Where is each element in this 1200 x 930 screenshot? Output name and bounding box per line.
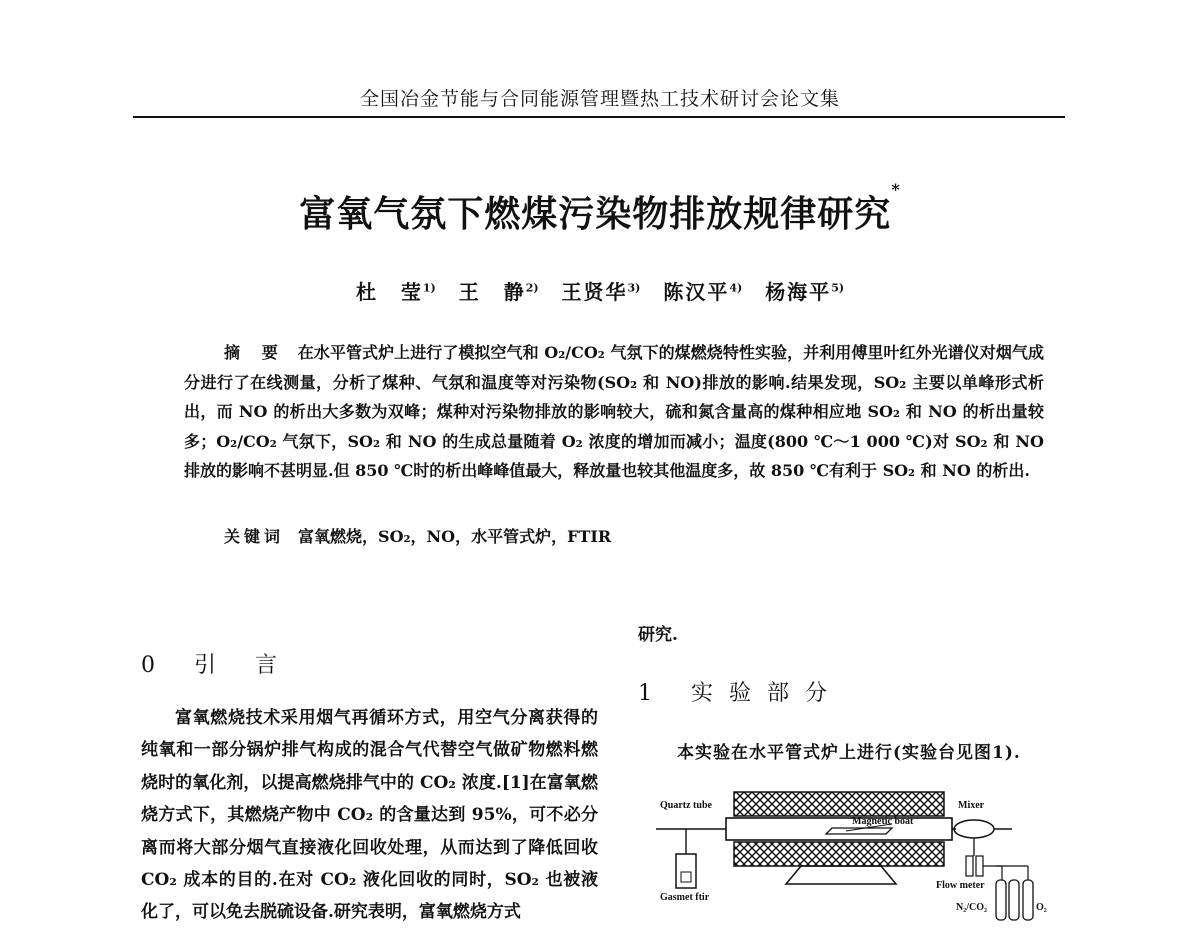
label-magnetic-boat: Magnetic boat <box>852 816 914 827</box>
label-gasmet-ftir: Gasmet ftir <box>660 892 710 903</box>
keywords <box>224 524 1044 547</box>
abstract <box>184 338 1044 486</box>
mixer <box>954 820 994 838</box>
section-heading-introduction: 0 引 言 <box>141 653 293 678</box>
running-header: 全国冶金节能与合同能源管理暨热工技术研讨会论文集 <box>359 88 840 110</box>
quartz-tube <box>726 818 952 840</box>
header-rule <box>133 116 1065 118</box>
abstract-label: 摘 要 <box>224 343 286 362</box>
gas-cylinder-o2 <box>1023 880 1033 920</box>
author-list <box>0 276 1200 305</box>
flow-meter-2 <box>976 856 983 876</box>
label-o2: O₂ <box>1036 902 1047 913</box>
title-text: 富氧气氛下燃煤污染物排放规律研究 <box>299 193 892 235</box>
paper-title <box>0 180 1200 237</box>
experiment-intro: 本实验在水平管式炉上进行(实验台见图1). <box>677 743 1021 763</box>
label-quartz-tube: Quartz tube <box>660 800 712 811</box>
title-footnote-mark: * <box>891 180 901 199</box>
gas-cylinder-n2-co2-a <box>996 880 1006 920</box>
author: 王 静$^{2)}$ <box>458 280 539 304</box>
figure-1-apparatus <box>656 784 1076 930</box>
author: 陈汉平$^{4)}$ <box>663 280 743 304</box>
keywords-label: 关键词 <box>224 527 285 546</box>
flow-meter-1 <box>966 856 973 876</box>
gasmet-ftir-box <box>676 854 696 888</box>
intro-paragraph: 富氧燃烧技术采用烟气再循环方式，用空气分离获得的纯氧和一部分锅炉排气构成的混合气代替空气做矿物燃料燃烧时的氧化剂，以提高燃烧排气中的 CO₂ 浓度.[1]在富氧燃烧方式下，其燃烧产物中 CO₂ 的含量达到 95%，可不必分离而将大部分烟气直接液化回收处理，从而达到了降低回收 CO₂ 成本的目的.在对 CO₂ 液化回收的同时，SO₂ 也被液化了，可以免去脱硫设备.研究表明，富氧燃烧方式 <box>141 708 598 923</box>
furnace-lower-heater <box>734 842 944 866</box>
author: 王贤华$^{3)}$ <box>561 280 641 304</box>
author: 杜 莹$^{1)}$ <box>355 280 436 304</box>
gas-cylinder-n2-co2-b <box>1009 880 1019 920</box>
author: 杨海平$^{5)}$ <box>765 280 845 304</box>
section-heading-experiment: 1 实验部分 <box>638 681 844 706</box>
label-flow-meter: Flow meter <box>936 880 985 891</box>
label-n2-co2: N₂/CO₂ <box>956 902 987 913</box>
apparatus-diagram <box>656 784 1076 926</box>
continued-text: 研究. <box>638 625 678 645</box>
furnace-stand <box>786 866 896 884</box>
label-mixer: Mixer <box>958 800 985 811</box>
abstract-text: 在水平管式炉上进行了模拟空气和 O₂/CO₂ 气氛下的煤燃烧特性实验，并利用傅里叶红外光谱仪对烟气成分进行了在线测量，分析了煤种、气氛和温度等对污染物(SO₂ 和 NO)排放的影响.结果发现，SO₂ 主要以单峰形式析出，而 NO 的析出大多数为双峰；煤种对污染物排放的影响较大，硫和氮含量高的煤种相应地 SO₂ 和 NO 的析出量较多；O₂/CO₂ 气氛下，SO₂ 和 NO 的生成总量随着 O₂ 浓度的增加而减小；温度(800 ℃～1 000 ℃)对 SO₂ 和 NO 排放的影响不甚明显.但 850 ℃时的析出峰峰值最大，释放量也较其他温度多，故 850 ℃有利于 SO₂ 和 NO 的析出. <box>184 343 1044 480</box>
keywords-text: 富氧燃烧，SO₂，NO，水平管式炉，FTIR <box>298 527 612 546</box>
furnace-upper-heater <box>734 792 944 816</box>
